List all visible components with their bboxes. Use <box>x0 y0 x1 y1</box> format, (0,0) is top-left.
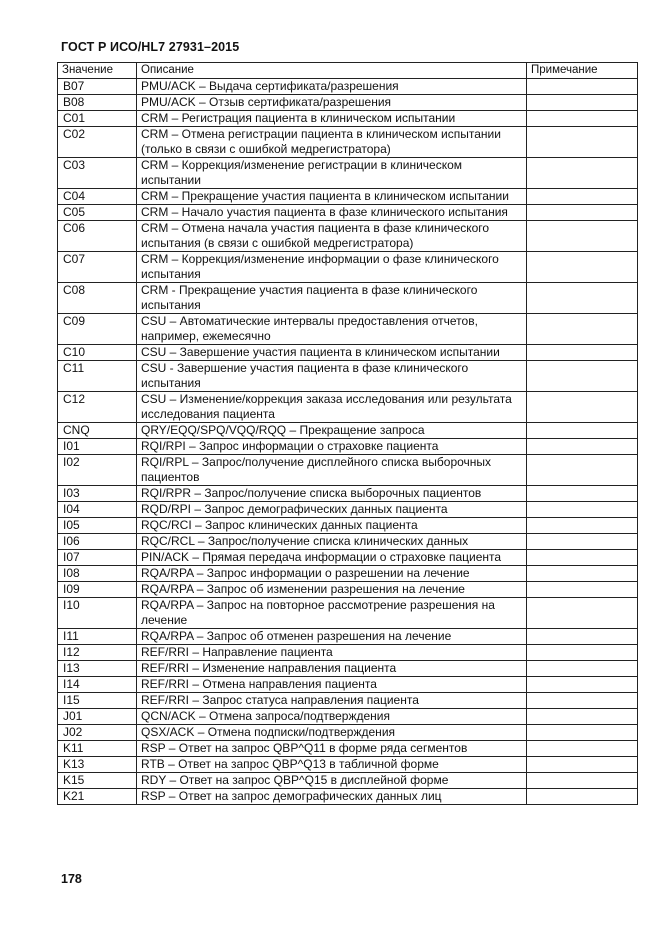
cell-value: K21 <box>58 789 137 805</box>
description-text: - Прекращение участия пациента в фазе клинического испытания <box>141 283 478 312</box>
description-text: – Прямая передача информации о страховке пациента <box>189 550 502 564</box>
message-type: RQD/RPI <box>141 502 192 516</box>
cell-note <box>527 582 638 598</box>
cell-note <box>527 693 638 709</box>
cell-note <box>527 741 638 757</box>
cell-value: I02 <box>58 455 137 486</box>
cell-value: I14 <box>58 677 137 693</box>
cell-note <box>527 598 638 629</box>
description-text: – Запрос демографических данных пациента <box>191 502 448 516</box>
cell-description <box>137 189 527 205</box>
message-type: RQI/RPR <box>141 486 192 500</box>
cell-description <box>137 423 527 439</box>
table-row <box>58 741 638 757</box>
cell-value: C11 <box>58 361 137 392</box>
description-text: – Коррекция/изменение регистрации в клиническом испытании <box>141 158 463 187</box>
table-row <box>58 709 638 725</box>
cell-note <box>527 205 638 221</box>
cell-value: B07 <box>58 79 137 95</box>
cell-value: CNQ <box>58 423 137 439</box>
cell-note <box>527 345 638 361</box>
message-type: RQA/RPA <box>141 582 194 596</box>
table-row <box>58 629 638 645</box>
description-text: – Коррекция/изменение информации о фазе клинического испытания <box>141 252 499 281</box>
description-text: – Отмена запроса/подтверждения <box>195 709 390 723</box>
document-header: ГОСТ Р ИСО/HL7 27931–2015 <box>61 40 240 54</box>
cell-description <box>137 127 527 158</box>
message-type: RQC/RCL <box>141 534 195 548</box>
cell-value: B08 <box>58 95 137 111</box>
message-type: RSP <box>141 789 166 803</box>
table-row <box>58 566 638 582</box>
cell-note <box>527 725 638 741</box>
description-text: – Начало участия пациента в фазе клинического испытания <box>168 205 508 219</box>
cell-note <box>527 566 638 582</box>
cell-note <box>527 518 638 534</box>
table-row <box>58 757 638 773</box>
cell-description <box>137 518 527 534</box>
message-type: CRM <box>141 158 169 172</box>
message-type: RSP <box>141 741 166 755</box>
cell-note <box>527 773 638 789</box>
message-type: CSU <box>141 345 167 359</box>
cell-note <box>527 361 638 392</box>
table-row <box>58 158 638 189</box>
cell-description <box>137 677 527 693</box>
table-row <box>58 314 638 345</box>
cell-description <box>137 534 527 550</box>
message-type: RQI/RPI <box>141 439 186 453</box>
cell-description <box>137 725 527 741</box>
cell-note <box>527 709 638 725</box>
description-text: – Запрос статуса направления пациента <box>189 693 419 707</box>
cell-description <box>137 773 527 789</box>
description-text: – Автоматические интервалы предоставления отчетов, например, ежемесячно <box>141 314 478 343</box>
table-row <box>58 773 638 789</box>
cell-description <box>137 345 527 361</box>
table-row <box>58 111 638 127</box>
cell-description <box>137 661 527 677</box>
cell-value: I06 <box>58 534 137 550</box>
cell-description <box>137 502 527 518</box>
table-row <box>58 79 638 95</box>
cell-note <box>527 392 638 423</box>
message-type: QRY/EQQ/SPQ/VQQ/RQQ <box>141 423 287 437</box>
cell-note <box>527 127 638 158</box>
message-type: CRM <box>141 283 169 297</box>
cell-description <box>137 439 527 455</box>
cell-note <box>527 283 638 314</box>
message-type: REF/RRI <box>141 661 189 675</box>
table-row <box>58 252 638 283</box>
message-type: CRM <box>141 189 169 203</box>
table-row <box>58 677 638 693</box>
message-type: CRM <box>141 111 169 125</box>
table-row <box>58 345 638 361</box>
cell-value: I13 <box>58 661 137 677</box>
cell-description <box>137 566 527 582</box>
table-row <box>58 95 638 111</box>
cell-value: I03 <box>58 486 137 502</box>
cell-description <box>137 252 527 283</box>
cell-note <box>527 455 638 486</box>
cell-value: K15 <box>58 773 137 789</box>
description-text: – Отмена регистрации пациента в клиническом испытании (только в связи с ошибкой медрегистратора) <box>141 127 501 156</box>
message-type: RTB <box>141 757 165 771</box>
cell-description <box>137 486 527 502</box>
page-number: 178 <box>61 872 82 886</box>
cell-description <box>137 598 527 629</box>
message-type: PMU/ACK <box>141 79 196 93</box>
cell-note <box>527 645 638 661</box>
description-text: – Запрос/получение списка клинических данных <box>194 534 469 548</box>
cell-description <box>137 757 527 773</box>
description-text: – Ответ на запрос демографических данных лиц <box>165 789 442 803</box>
table-row <box>58 439 638 455</box>
message-type: REF/RRI <box>141 645 189 659</box>
column-header-description: Описание <box>137 63 527 79</box>
cell-description <box>137 709 527 725</box>
description-text: – Направление пациента <box>189 645 333 659</box>
description-text: – Запрос/получение дисплейного списка выборочных пациентов <box>141 455 492 484</box>
cell-description <box>137 95 527 111</box>
table-row <box>58 550 638 566</box>
cell-note <box>527 486 638 502</box>
cell-note <box>527 629 638 645</box>
description-text: – Ответ на запрос QBP^Q13 в табличной форме <box>164 757 439 771</box>
cell-value: I04 <box>58 502 137 518</box>
message-type: RDY <box>141 773 167 787</box>
cell-value: I10 <box>58 598 137 629</box>
table-row <box>58 518 638 534</box>
cell-value: I05 <box>58 518 137 534</box>
cell-value: C06 <box>58 221 137 252</box>
message-type: CRM <box>141 221 169 235</box>
description-text: – Запрос клинических данных пациента <box>191 518 418 532</box>
cell-description <box>137 221 527 252</box>
description-text: – Отмена подписки/подтверждения <box>194 725 396 739</box>
message-type: CRM <box>141 127 169 141</box>
description-text: – Ответ на запрос QBP^Q11 в форме ряда сегментов <box>165 741 468 755</box>
message-type: QCN/ACK <box>141 709 196 723</box>
table-row <box>58 205 638 221</box>
cell-note <box>527 550 638 566</box>
cell-value: C02 <box>58 127 137 158</box>
description-text: – Запрос/получение списка выборочных пациентов <box>191 486 482 500</box>
cell-note <box>527 423 638 439</box>
message-type: CSU <box>141 361 167 375</box>
description-text: – Запрос об отменен разрешения на лечение <box>193 629 452 643</box>
cell-value: J01 <box>58 709 137 725</box>
message-type: CSU <box>141 314 167 328</box>
description-text: – Прекращение запроса <box>286 423 425 437</box>
description-text: – Запрос об изменении разрешения на лечение <box>193 582 465 596</box>
cell-note <box>527 189 638 205</box>
cell-description <box>137 455 527 486</box>
cell-note <box>527 95 638 111</box>
cell-description <box>137 205 527 221</box>
cell-description <box>137 79 527 95</box>
cell-description <box>137 314 527 345</box>
cell-description <box>137 629 527 645</box>
cell-value: C01 <box>58 111 137 127</box>
description-text: – Выдача сертификата/разрешения <box>195 79 399 93</box>
cell-note <box>527 661 638 677</box>
description-text: – Запрос на повторное рассмотрение разрешения на лечение <box>141 598 495 627</box>
cell-note <box>527 252 638 283</box>
cell-value: C05 <box>58 205 137 221</box>
message-type: PMU/ACK <box>141 95 196 109</box>
cell-description <box>137 789 527 805</box>
message-type: PIN/ACK <box>141 550 190 564</box>
table-row <box>58 127 638 158</box>
cell-note <box>527 439 638 455</box>
description-text: – Отмена начала участия пациента в фазе клинического испытания (в связи с ошибкой медрегистратора) <box>141 221 490 250</box>
description-text: – Запрос информации о страховке пациента <box>185 439 439 453</box>
message-type: REF/RRI <box>141 693 189 707</box>
table-row <box>58 361 638 392</box>
message-type: RQA/RPA <box>141 629 194 643</box>
description-text: – Изменение/коррекция заказа исследования или результата исследования пациента <box>141 392 512 421</box>
cell-value: C09 <box>58 314 137 345</box>
table-row <box>58 661 638 677</box>
cell-value: C10 <box>58 345 137 361</box>
table-row <box>58 645 638 661</box>
description-text: - Завершение участия пациента в фазе клинического испытания <box>141 361 469 390</box>
cell-value: I12 <box>58 645 137 661</box>
table-row <box>58 455 638 486</box>
cell-value: C12 <box>58 392 137 423</box>
cell-value: I07 <box>58 550 137 566</box>
table-row <box>58 486 638 502</box>
table-body <box>58 79 638 805</box>
cell-value: I01 <box>58 439 137 455</box>
table-row <box>58 534 638 550</box>
cell-description <box>137 550 527 566</box>
table-row <box>58 502 638 518</box>
cell-description <box>137 283 527 314</box>
description-text: – Прекращение участия пациента в клиническом испытании <box>168 189 509 203</box>
cell-value: I08 <box>58 566 137 582</box>
cell-note <box>527 534 638 550</box>
cell-value: I09 <box>58 582 137 598</box>
description-text: – Завершение участия пациента в клиническом испытании <box>166 345 500 359</box>
cell-description <box>137 582 527 598</box>
message-type: RQC/RCI <box>141 518 192 532</box>
cell-note <box>527 789 638 805</box>
description-text: – Отзыв сертификата/разрешения <box>195 95 392 109</box>
message-type: REF/RRI <box>141 677 189 691</box>
message-type: CSU <box>141 392 167 406</box>
table-row <box>58 189 638 205</box>
cell-description <box>137 693 527 709</box>
cell-note <box>527 79 638 95</box>
cell-note <box>527 502 638 518</box>
description-text: – Ответ на запрос QBP^Q15 в дисплейной форме <box>166 773 449 787</box>
cell-value: I15 <box>58 693 137 709</box>
message-type: RQA/RPA <box>141 566 194 580</box>
cell-description <box>137 392 527 423</box>
cell-description <box>137 158 527 189</box>
table-row <box>58 221 638 252</box>
message-type: RQI/RPL <box>141 455 189 469</box>
table-row <box>58 283 638 314</box>
cell-value: I11 <box>58 629 137 645</box>
description-text: – Изменение направления пациента <box>189 661 397 675</box>
table-header-row <box>58 63 638 79</box>
message-event-table <box>57 62 638 805</box>
cell-note <box>527 158 638 189</box>
message-type: RQA/RPA <box>141 598 194 612</box>
message-type: CRM <box>141 205 169 219</box>
cell-value: K11 <box>58 741 137 757</box>
message-type: QSX/ACK <box>141 725 195 739</box>
cell-note <box>527 314 638 345</box>
table-row <box>58 693 638 709</box>
table-row <box>58 582 638 598</box>
column-header-note: Примечание <box>527 63 638 79</box>
table-row <box>58 392 638 423</box>
description-text: – Отмена направления пациента <box>189 677 377 691</box>
cell-value: C08 <box>58 283 137 314</box>
cell-value: J02 <box>58 725 137 741</box>
cell-note <box>527 677 638 693</box>
table-row <box>58 725 638 741</box>
cell-description <box>137 645 527 661</box>
cell-value: C04 <box>58 189 137 205</box>
cell-note <box>527 757 638 773</box>
cell-description <box>137 361 527 392</box>
cell-description <box>137 741 527 757</box>
cell-value: C03 <box>58 158 137 189</box>
cell-description <box>137 111 527 127</box>
table-row <box>58 789 638 805</box>
column-header-value: Значение <box>58 63 137 79</box>
cell-value: K13 <box>58 757 137 773</box>
cell-value: C07 <box>58 252 137 283</box>
cell-note <box>527 111 638 127</box>
table-row <box>58 598 638 629</box>
cell-note <box>527 221 638 252</box>
description-text: – Запрос информации о разрешении на лечение <box>193 566 470 580</box>
table-row <box>58 423 638 439</box>
message-type: CRM <box>141 252 169 266</box>
description-text: – Регистрация пациента в клиническом испытании <box>168 111 456 125</box>
